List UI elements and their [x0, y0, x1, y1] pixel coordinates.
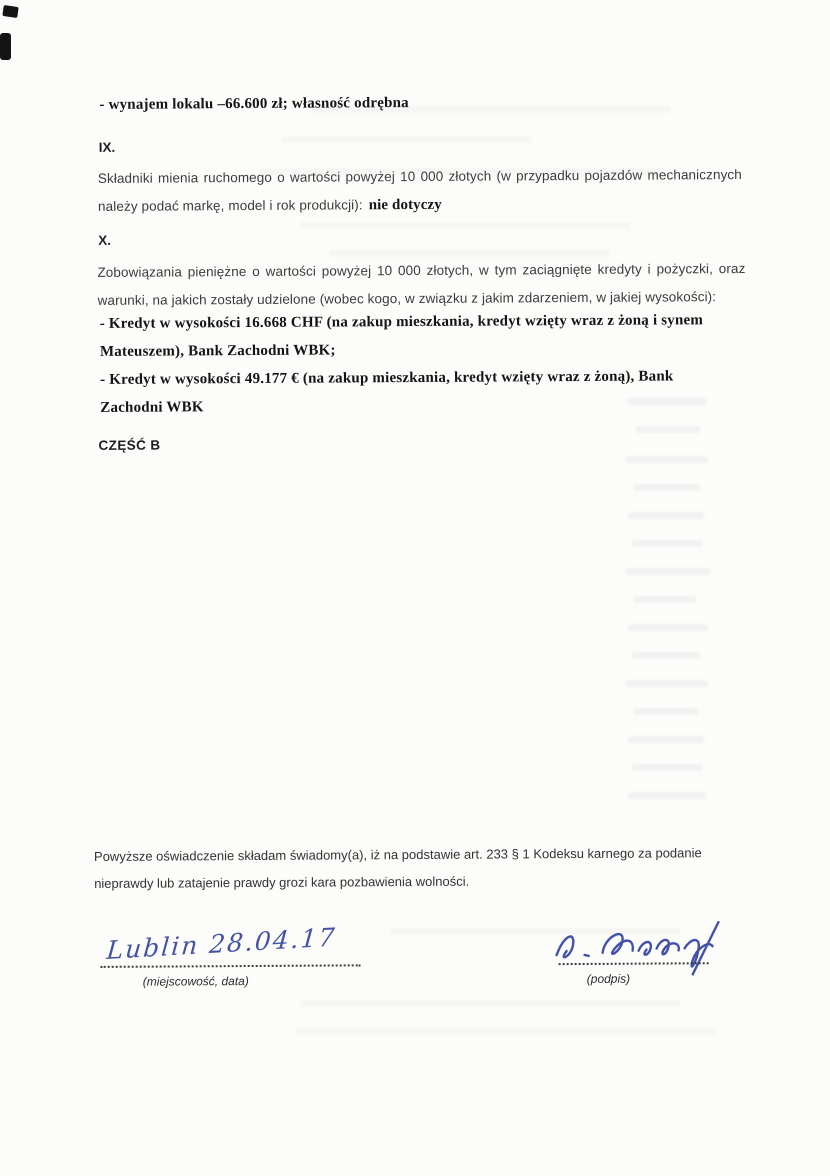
- section-x-heading: X.: [98, 232, 112, 248]
- place-date-label: (miejscowość, data): [142, 974, 249, 989]
- section-ix-body-text: Składniki mienia ruchomego o wartości powyżej 10 000 złotych (w przypadku pojazdów mechanicznych należy podać markę, model i rok produkcji):: [97, 166, 742, 214]
- section-x-body-text: Zobowiązania pieniężne o wartości powyżej 10 000 złotych, w tym zaciągnięte kredyty i pożyczki, oraz warunki, na jakich zostały udzielone (wobec kogo, w związku z jakim zdarzeniem, w jakiej wysokości):: [97, 260, 746, 308]
- section-ix-heading: IX.: [98, 139, 116, 155]
- part-b-heading: CZĘŚĆ B: [98, 437, 161, 453]
- section-x-answer-credit-chf: - Kredyt w wysokości 16.668 CHF (na zakup mieszkania, kredyt wzięty wraz z żoną i synem Mateuszem), Bank Zachodni WBK;: [99, 312, 704, 360]
- date-signature-dotted-line: [101, 964, 361, 968]
- section-ix-answer: nie dotyczy: [368, 196, 442, 214]
- handwritten-place-date: Lublin 28.04.17: [105, 922, 338, 966]
- signature-handwriting: [550, 916, 730, 981]
- section-x-answer-credit-eur: - Kredyt w wysokości 49.177 € (na zakup mieszkania, kredyt wzięty wraz z żoną), Bank Zachodni WBK: [100, 368, 674, 416]
- podpis-label: (podpis): [586, 971, 631, 986]
- declaration-statement: Powyższe oświadczenie składam świadomy(a), iż na podstawie art. 233 § 1 Kodeksu karnego za podanie nieprawdy lub zatajenie prawdy grozi kara pozbawienia wolności.: [93, 845, 702, 891]
- rental-entry-line: - wynajem lokalu –66.600 zł; własność odrębna: [99, 95, 409, 113]
- section-ix-paragraph: [98, 161, 742, 221]
